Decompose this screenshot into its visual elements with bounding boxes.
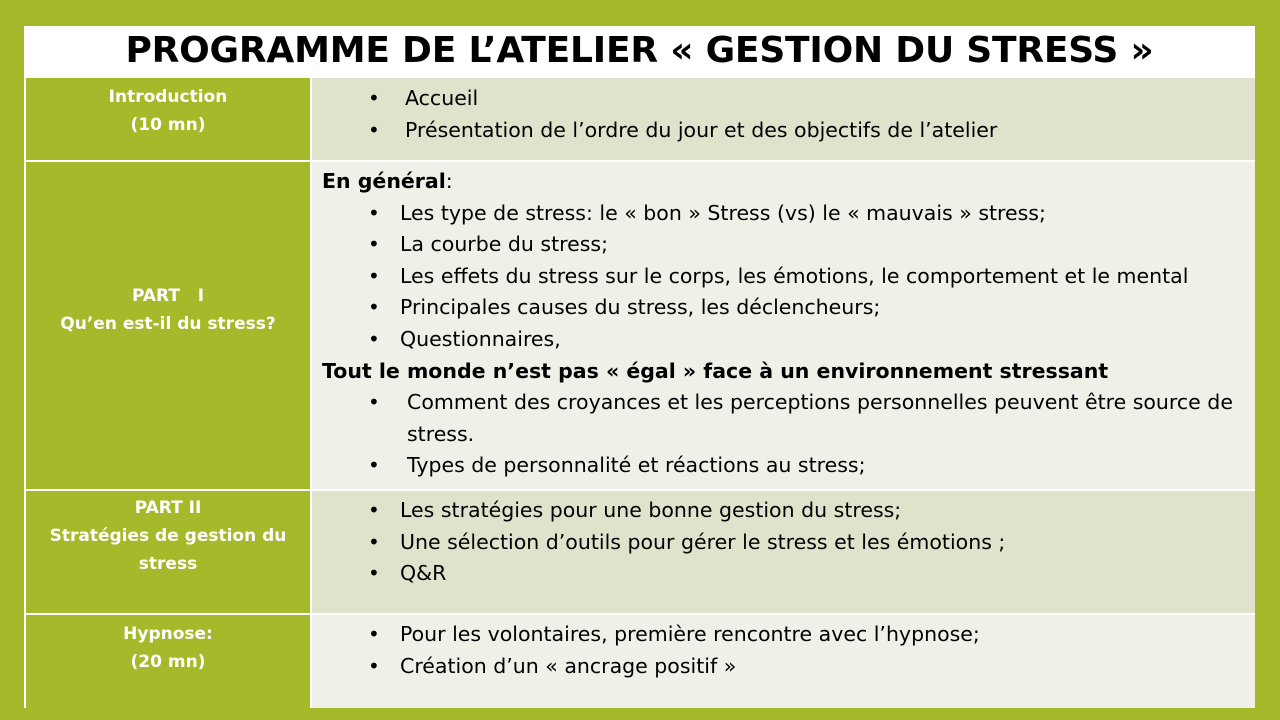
bullet-icon: • [368,498,380,522]
list-item: • Types de personnalité et réactions au stress; [312,450,1255,482]
bullet-icon: • [368,561,380,586]
list-item: • Les effets du stress sur le corps, les émotions, le comportement et le mental [312,261,1255,293]
bullet-icon: • [368,390,380,415]
subheading: Tout le monde n’est pas « égal » face à un environnement stressant [322,358,1109,383]
list-item: • Pour les volontaires, première rencontre avec l’hypnose; [312,619,1255,651]
section-duration: (20 mn) [130,652,206,672]
section-title: Introduction [108,87,228,107]
table-row-hypnose [24,615,1255,708]
table-row-part-1 [24,162,1255,489]
bullet-icon: • [368,453,380,478]
content-cell-introduction [312,78,1255,160]
section-subtitle-cont: stress [138,554,198,574]
page-title: PROGRAMME DE L’ATELIER « GESTION DU STRESS » [125,30,1154,71]
section-title: PART II [134,498,202,518]
bullet-icon: • [368,529,380,554]
bullet-icon: • [368,263,380,288]
section-cell-introduction [26,78,310,160]
bullet-icon: • [368,117,380,142]
list-item: • Présentation de l’ordre du jour et des objectifs de l’atelier [312,115,1255,147]
bullet-icon: • [368,295,380,320]
list-item: • Q&R [312,558,1255,590]
section-duration: (10 mn) [130,115,206,135]
list-item: • Les type de stress: le « bon » Stress (vs) le « mauvais » stress; [312,198,1255,230]
bullet-icon: • [368,200,380,225]
content-cell-hypnose [312,615,1255,708]
list-item: • Accueil [312,83,1255,115]
slide [24,26,1255,708]
list-item: • La courbe du stress; [312,229,1255,261]
list-item: • Création d’un « ancrage positif » [312,651,1255,683]
content-cell-part-1 [312,162,1255,489]
list-item: • Comment des croyances et les perceptions personnelles peuvent être source de stress. [312,387,1255,450]
table-row-part-2 [24,491,1255,613]
content-cell-part-2 [312,491,1255,613]
bullet-icon: • [368,326,380,351]
list-item: • Principales causes du stress, les déclencheurs; [312,292,1255,324]
section-cell-part-1 [26,162,310,489]
bullet-icon: • [368,622,380,646]
bullet-icon: • [368,86,380,110]
section-title: Hypnose: [123,624,213,644]
bullet-icon: • [368,232,380,257]
bullet-icon: • [368,653,380,678]
section-subtitle: Qu’en est-il du stress? [60,314,276,334]
section-subtitle: Stratégies de gestion du [49,526,287,546]
section-title: PART I [131,286,205,306]
table-row-introduction [24,78,1255,160]
section-cell-hypnose [26,615,310,708]
section-cell-part-2 [26,491,310,613]
subheading: En général: [322,169,453,193]
list-item: • Questionnaires, [312,324,1255,356]
list-item: • Une sélection d’outils pour gérer le stress et les émotions ; [312,527,1255,559]
list-item: • Les stratégies pour une bonne gestion du stress; [312,495,1255,527]
